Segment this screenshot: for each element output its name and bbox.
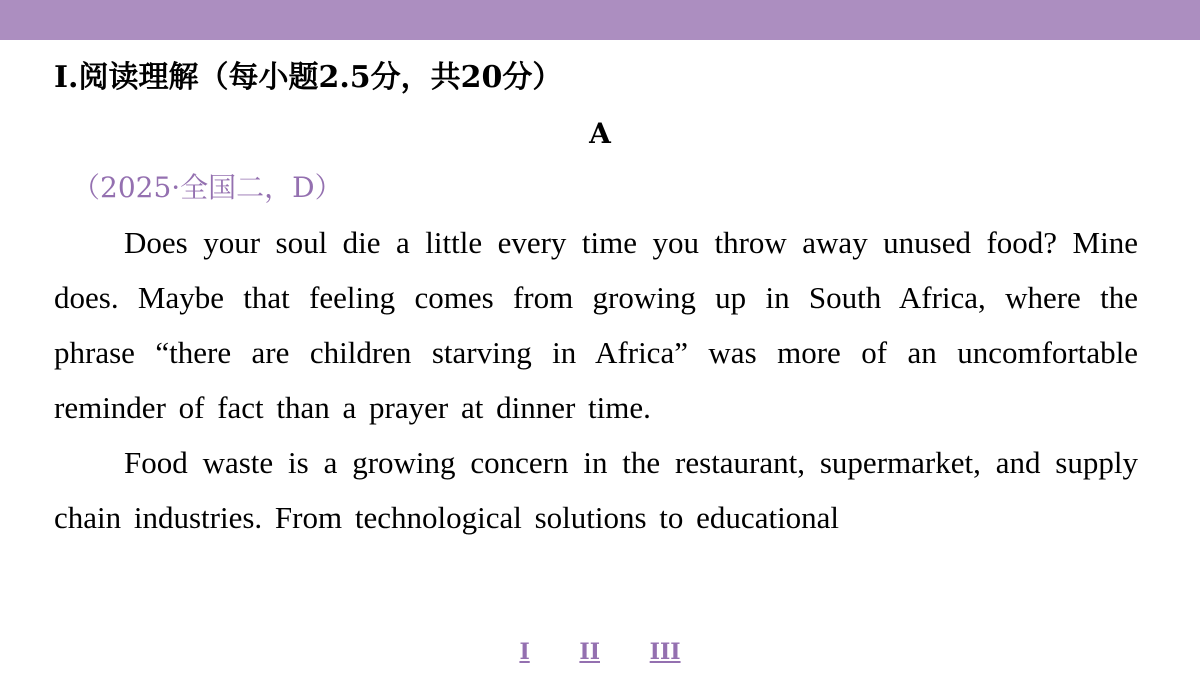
pager-link-iii[interactable]: III xyxy=(649,639,681,665)
passage-label: A xyxy=(589,117,611,150)
paragraph: Food waste is a growing concern in the restaurant, supermarket, and supply chain industries. From technological solutions to educational xyxy=(54,445,1138,535)
section-pager xyxy=(0,638,1200,666)
passage-source: （2025·全国二，D） xyxy=(72,171,343,204)
top-accent-bar xyxy=(0,0,1200,40)
passage-body xyxy=(54,215,1138,545)
pager-link-i[interactable]: I xyxy=(519,639,530,665)
section-title: I.阅读理解（每小题2.5分，共20分） xyxy=(54,60,563,95)
paragraph: Does your soul die a little every time you throw away unused food? Mine does. Maybe that feeling comes from growing up in South Africa, where the phrase “there are children starving in Africa” was more of an uncomfortable reminder of fact than a prayer at dinner time. xyxy=(54,225,1138,425)
pager-link-ii[interactable]: II xyxy=(579,639,600,665)
